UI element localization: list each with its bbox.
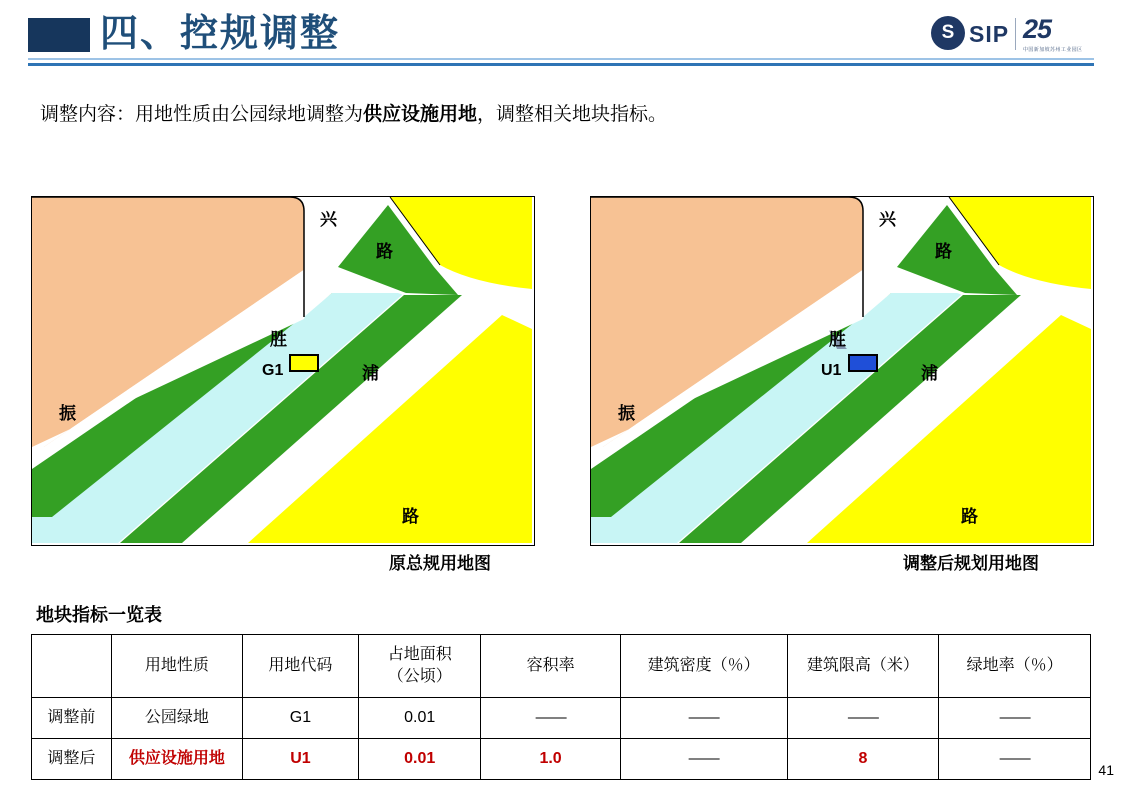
row-before-nature: 公园绿地: [111, 698, 242, 739]
anniversary-number: 25: [1023, 14, 1052, 44]
header-accent-block: [28, 18, 90, 52]
map-after-label-xing: 兴: [879, 210, 896, 229]
th-green-ratio: 绿地率（％）: [939, 635, 1091, 698]
row-before-green: ——: [939, 698, 1091, 739]
map-before-label-sheng: 胜: [270, 330, 287, 349]
header-underline-light: [28, 58, 1094, 60]
map-after-label-sheng: 胜: [829, 330, 846, 349]
row-after-green: ——: [939, 739, 1091, 780]
intro-suffix: ，调整相关地块指标。: [477, 104, 668, 125]
row-before-area: 0.01: [359, 698, 481, 739]
row-before-code: G1: [242, 698, 358, 739]
map-before-caption: 原总规用地图: [389, 554, 491, 573]
th-land-area-line2: （公顷）: [387, 668, 452, 685]
row-after-height: 8: [787, 739, 939, 780]
row-after-nature: 供应设施用地: [111, 739, 242, 780]
intro-highlight: 供应设施用地: [363, 104, 478, 125]
map-before-label-lu-bottom: 路: [402, 507, 419, 526]
th-blank: [32, 635, 112, 698]
map-before-label-pu: 浦: [362, 364, 379, 383]
row-before-density: ——: [620, 698, 787, 739]
th-land-nature: 用地性质: [111, 635, 242, 698]
map-after-label-zhen: 振: [618, 404, 635, 423]
table-header-row: [32, 635, 1091, 698]
sip-logo-mark: S: [931, 16, 965, 50]
table-row-before: [32, 698, 1091, 739]
map-before-label-lu-top: 路: [376, 242, 393, 261]
adjustment-description: [40, 100, 667, 130]
row-before-height: ——: [787, 698, 939, 739]
map-after-label-lu-top: 路: [935, 242, 952, 261]
table-row-after: [32, 739, 1091, 780]
page-number: 41: [1098, 762, 1114, 778]
intro-prefix: 调整内容：用地性质由公园绿地调整为: [40, 104, 364, 125]
sip-logo-text: SIP: [969, 21, 1010, 47]
header-underline: [28, 63, 1094, 66]
row-after-code: U1: [242, 739, 358, 780]
parcel-index-table: [31, 634, 1091, 780]
map-before-parcel-code: G1: [262, 362, 284, 379]
sip-logo: [931, 12, 1101, 58]
row-before-label: 调整前: [32, 698, 112, 739]
map-before-adjustment: [31, 196, 535, 546]
logo-subtitle: 中国新加坡苏州工业园区: [1023, 47, 1083, 53]
table-title: 地块指标一览表: [36, 605, 162, 625]
th-building-density: 建筑密度（％）: [620, 635, 787, 698]
row-after-label: 调整后: [32, 739, 112, 780]
th-land-area-line1: 占地面积: [387, 646, 452, 663]
logo-divider: [1015, 18, 1016, 50]
row-after-area: 0.01: [359, 739, 481, 780]
row-after-far: 1.0: [481, 739, 620, 780]
map-after-label-pu: 浦: [921, 364, 938, 383]
th-land-code: 用地代码: [242, 635, 358, 698]
th-height-limit: 建筑限高（米）: [787, 635, 939, 698]
th-far: 容积率: [481, 635, 620, 698]
map-after-adjustment: [590, 196, 1094, 546]
page-title: 四、控规调整: [100, 13, 341, 55]
map-after-parcel-code: U1: [821, 362, 842, 379]
th-land-area: [359, 635, 481, 698]
slide-header: [0, 0, 1123, 80]
map-before-label-zhen: 振: [59, 404, 76, 423]
row-after-density: ——: [620, 739, 787, 780]
map-after-label-lu-bottom: 路: [961, 507, 978, 526]
map-after-caption: 调整后规划用地图: [903, 554, 1039, 573]
row-before-far: ——: [481, 698, 620, 739]
map-before-label-xing: 兴: [320, 210, 337, 229]
